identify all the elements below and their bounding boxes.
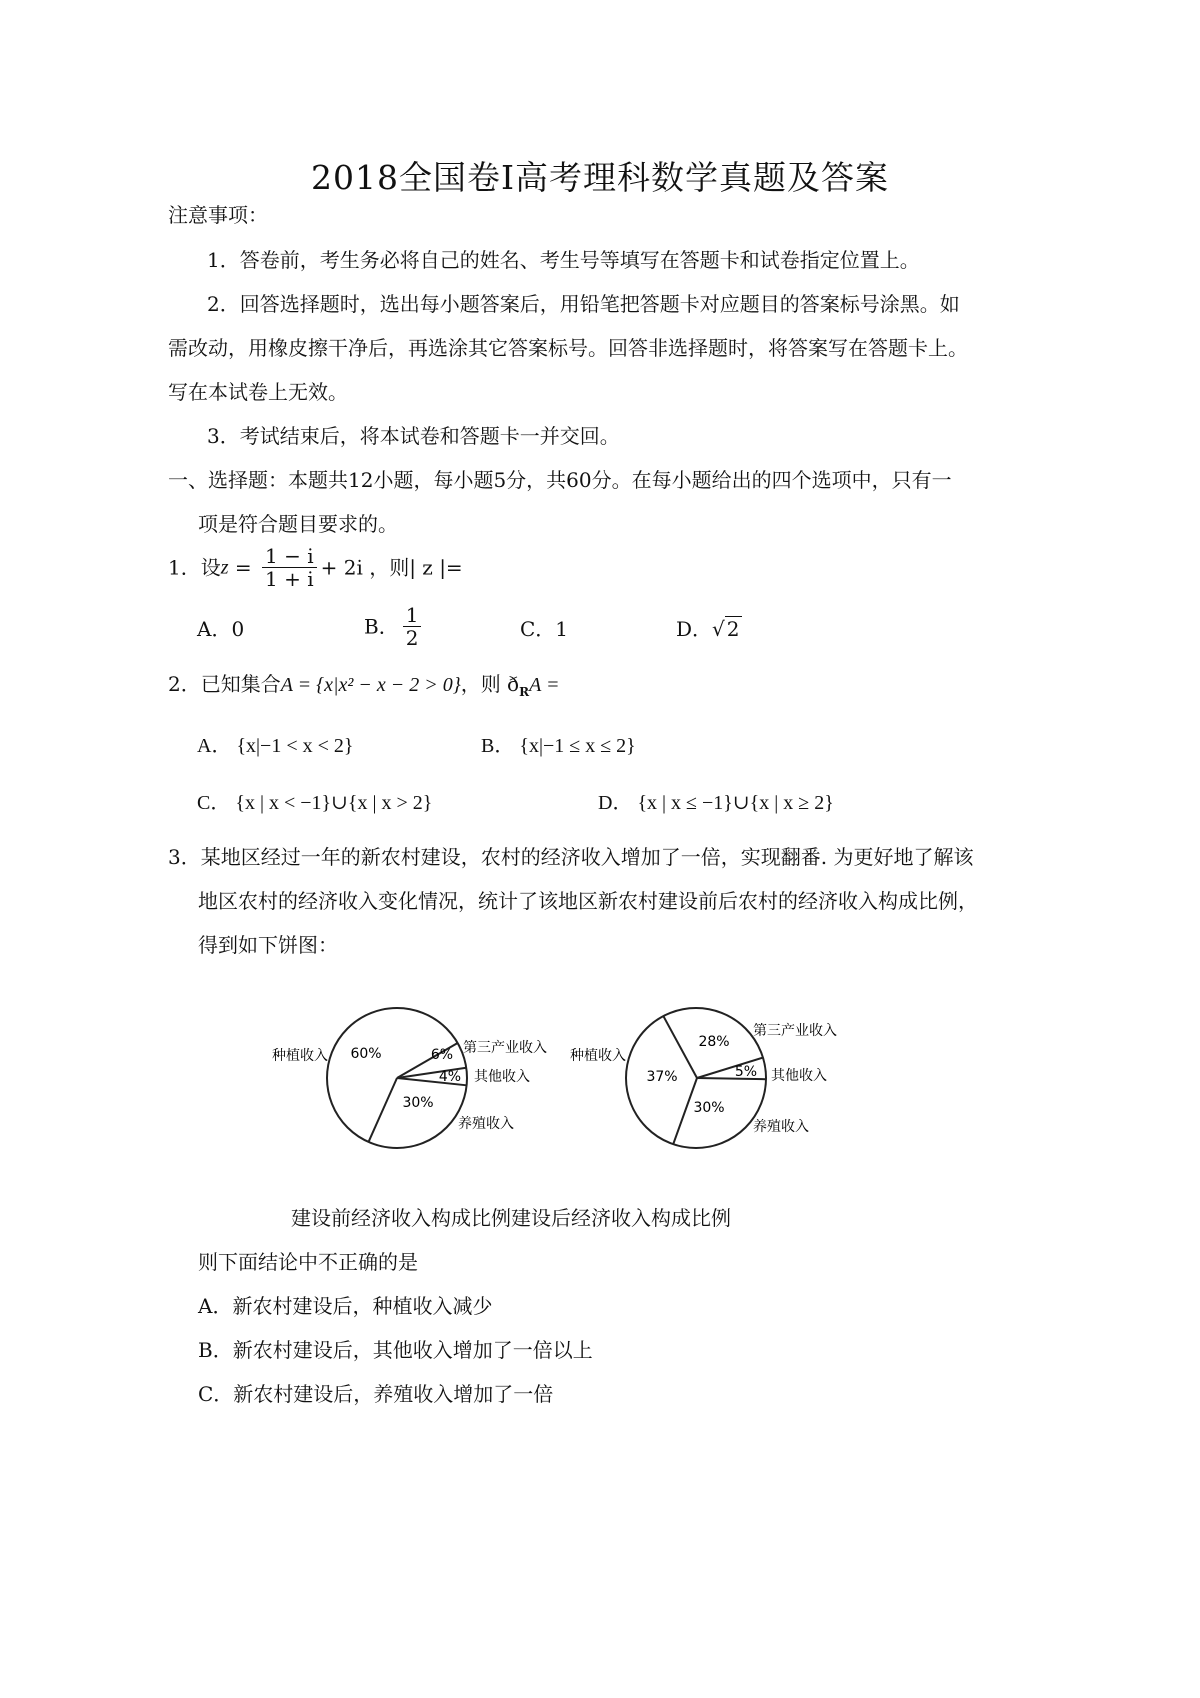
page-title: 2018全国卷Ⅰ高考理科数学真题及答案	[310, 158, 890, 197]
q1-option-a: A．0	[197, 617, 245, 641]
pie-category-label: 养殖收入	[753, 1119, 809, 1135]
q1-option-d-label: D．	[676, 617, 713, 641]
pie-slice-label: 37%	[646, 1069, 678, 1085]
q3-option-a: A．新农村建设后，种植收入减少	[198, 1294, 493, 1318]
q1-option-d	[676, 617, 742, 641]
notice-item: 需改动，用橡皮擦干净后，再选涂其它答案标号。回答非选择题时，将答案写在答题卡上。	[168, 336, 968, 360]
section-header-cont: 项是符合题目要求的。	[198, 512, 398, 536]
q3-text: 3．某地区经过一年的新农村建设，农村的经济收入增加了一倍，实现翻番. 为更好地了解该	[168, 845, 974, 869]
pie-slice-label: 28%	[698, 1034, 730, 1050]
pie-chart-after	[570, 1008, 837, 1148]
q2-option-c: C． {x | x < −1}∪{x | x > 2}	[197, 792, 433, 814]
pie-slice-label: 4%	[438, 1069, 462, 1085]
q2-prefix: 2．已知集合	[168, 672, 281, 696]
pie-slice-label: 30%	[402, 1095, 434, 1111]
q3-text: 得到如下饼图：	[198, 933, 338, 957]
notice-item: 3．考试结束后，将本试卷和答题卡一并交回。	[207, 424, 620, 448]
q2-suffix: ，则 ð	[460, 672, 520, 696]
pie-slice-boundary	[369, 1078, 397, 1142]
pie-slice-label: 5%	[734, 1064, 758, 1080]
q1-z: z	[220, 556, 229, 579]
q2-option-b: B． {x|−1 ≤ x ≤ 2}	[481, 735, 636, 757]
notice-item: 写在本试卷上无效。	[168, 380, 348, 404]
q2-subscript: R	[519, 685, 530, 699]
pie-category-label: 其他收入	[474, 1069, 530, 1085]
pie-slice-label: 60%	[350, 1046, 382, 1062]
q1-tail: + 2i ，则| z |=	[320, 555, 463, 580]
q3-option-b: B．新农村建设后，其他收入增加了一倍以上	[198, 1338, 593, 1362]
pie-category-label: 第三产业收入	[753, 1023, 837, 1039]
question-2	[168, 672, 559, 704]
notice-item: 2．回答选择题时，选出每小题答案后，用铅笔把答题卡对应题目的答案标号涂黑。如	[207, 292, 960, 316]
q1-option-b-label: B．	[364, 614, 399, 639]
pie-category-label: 种植收入	[272, 1048, 328, 1064]
chart-caption: 建设前经济收入构成比例建设后经济收入构成比例	[291, 1206, 731, 1230]
q1-prefix: 1．设	[168, 555, 221, 580]
q1-fraction	[262, 545, 317, 590]
q3-text: 地区农村的经济收入变化情况，统计了该地区新农村建设前后农村的经济收入构成比例，	[198, 889, 978, 913]
q2-suffix2: A =	[529, 674, 560, 696]
pie-slice-label: 30%	[693, 1100, 725, 1116]
pie-category-label: 养殖收入	[458, 1116, 514, 1132]
notice-item: 1．答卷前，考生务必将自己的姓名、考生号等填写在答题卡和试卷指定位置上。	[207, 248, 920, 272]
q1-option-b-num: 1	[403, 604, 422, 627]
pie-category-label: 种植收入	[570, 1048, 626, 1064]
notice-header: 注意事项：	[168, 203, 268, 227]
q3-option-c: C．新农村建设后，养殖收入增加了一倍	[198, 1382, 554, 1406]
pie-category-label: 第三产业收入	[463, 1040, 547, 1056]
pie-slice-label: 6%	[430, 1047, 454, 1063]
pie-chart-before	[272, 1008, 547, 1148]
q1-eq: =	[228, 555, 259, 580]
pie-charts	[0, 990, 1200, 1170]
sqrt-icon: √	[712, 617, 725, 641]
q1-option-d-value: 2	[726, 617, 740, 641]
q2-set: A = {x|x² − x − 2 > 0}	[280, 674, 461, 696]
q3-question: 则下面结论中不正确的是	[198, 1250, 418, 1274]
pie-category-label: 其他收入	[771, 1068, 827, 1084]
q1-numerator: 1 − i	[262, 545, 317, 568]
q1-option-b	[364, 604, 425, 649]
q1-option-c: C．1	[520, 617, 569, 641]
question-1	[168, 545, 463, 590]
q1-option-b-fraction	[403, 604, 422, 649]
q2-option-d: D． {x | x ≤ −1}∪{x | x ≥ 2}	[598, 792, 834, 814]
q1-denominator: 1 + i	[265, 567, 314, 591]
q1-option-b-den: 2	[405, 626, 419, 650]
q2-option-a: A． {x|−1 < x < 2}	[197, 735, 354, 757]
section-header: 一、选择题：本题共12小题，每小题5分，共60分。在每小题给出的四个选项中，只有一	[168, 468, 952, 492]
